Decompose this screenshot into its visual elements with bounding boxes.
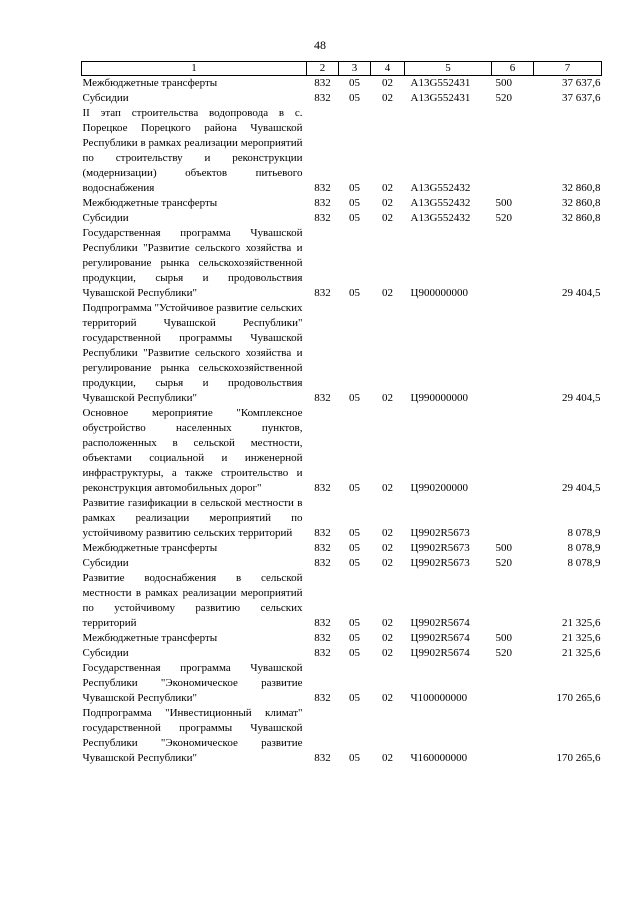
table-header — [82, 62, 602, 76]
row-section: 05 — [349, 197, 360, 209]
row-code-admin: 832 — [314, 197, 331, 209]
row-target-article: Ц9902R5674 — [410, 647, 470, 659]
row-section: 05 — [349, 392, 360, 404]
row-amount: 32 860,8 — [562, 197, 601, 209]
table-row — [82, 541, 602, 556]
row-name: Подпрограмма "Устойчивое развитие сельских территорий Чувашской Республики" государственной программы Чувашской Республики "Развитие сельского хозяйства и регулирование рынка сельскохозяйственной продукции, сырья и продовольствия Чувашской Республики" — [82, 302, 303, 404]
table-row — [82, 556, 602, 571]
table-row — [82, 496, 602, 541]
row-amount: 170 265,6 — [556, 692, 601, 704]
header-col-6: 6 — [492, 62, 534, 76]
table-row — [82, 406, 602, 496]
row-subsection: 02 — [382, 527, 393, 539]
row-code-admin: 832 — [314, 752, 331, 764]
row-name: Субсидии — [82, 212, 129, 224]
header-col-4: 4 — [371, 62, 405, 76]
row-section: 05 — [349, 632, 360, 644]
row-expense-type: 520 — [495, 92, 512, 104]
row-amount: 37 637,6 — [562, 92, 601, 104]
header-col-5: 5 — [405, 62, 492, 76]
row-target-article: Ц990000000 — [410, 392, 468, 404]
table-row — [82, 631, 602, 646]
table-row — [82, 571, 602, 631]
row-section: 05 — [349, 647, 360, 659]
row-subsection: 02 — [382, 182, 393, 194]
row-name: Государственная программа Чувашской Республики "Развитие сельского хозяйства и регулирование рынка сельскохозяйственной продукции, сырья и продовольствия Чувашской Республики" — [82, 227, 303, 299]
row-code-admin: 832 — [314, 212, 331, 224]
row-name: Развитие водоснабжения в сельской местности в рамках реализации мероприятий по устойчивому развитию сельских территорий — [82, 572, 303, 629]
page-number: 48 — [314, 38, 326, 52]
row-section: 05 — [349, 92, 360, 104]
row-name: Межбюджетные трансферты — [82, 542, 218, 554]
row-expense-type — [492, 706, 534, 766]
table-row — [82, 646, 602, 661]
row-target-article: Ц9902R5674 — [410, 617, 470, 629]
row-subsection: 02 — [382, 542, 393, 554]
row-amount: 8 078,9 — [567, 557, 601, 569]
table-body — [82, 76, 602, 767]
row-subsection: 02 — [382, 617, 393, 629]
row-amount: 29 404,5 — [562, 287, 601, 299]
row-section: 05 — [349, 77, 360, 89]
header-col-2: 2 — [307, 62, 339, 76]
header-col-3: 3 — [339, 62, 371, 76]
row-code-admin: 832 — [314, 542, 331, 554]
row-expense-type: 500 — [495, 77, 512, 89]
row-target-article: Ц9902R5673 — [410, 542, 470, 554]
row-section: 05 — [349, 527, 360, 539]
row-name: Основное мероприятие "Комплексное обустройство населенных пунктов, расположенных в сельской местности, объектами социальной и инженерной инфраструктуры, а также строительство и реконструкция автомобильных дорог" — [82, 407, 303, 494]
row-code-admin: 832 — [314, 557, 331, 569]
row-expense-type — [492, 571, 534, 631]
row-subsection: 02 — [382, 77, 393, 89]
row-subsection: 02 — [382, 392, 393, 404]
row-target-article: Ч160000000 — [410, 752, 468, 764]
table-row — [82, 226, 602, 301]
row-target-article: A13G552432 — [410, 212, 471, 224]
row-code-admin: 832 — [314, 692, 331, 704]
row-section: 05 — [349, 182, 360, 194]
row-subsection: 02 — [382, 752, 393, 764]
row-subsection: 02 — [382, 557, 393, 569]
row-target-article: Ц990200000 — [410, 482, 468, 494]
row-amount: 21 325,6 — [562, 632, 601, 644]
row-code-admin: 832 — [314, 632, 331, 644]
table-row — [82, 91, 602, 106]
row-amount: 8 078,9 — [567, 542, 601, 554]
row-section: 05 — [349, 617, 360, 629]
header-col-7: 7 — [534, 62, 602, 76]
row-subsection: 02 — [382, 212, 393, 224]
table-row — [82, 76, 602, 92]
row-expense-type — [492, 301, 534, 406]
row-expense-type — [492, 106, 534, 196]
row-subsection: 02 — [382, 692, 393, 704]
row-expense-type: 520 — [495, 557, 512, 569]
row-name: Подпрограмма "Инвестиционный климат" государственной программы Чувашской Республики "Экономическое развитие Чувашской Республики" — [82, 707, 303, 764]
row-code-admin: 832 — [314, 617, 331, 629]
header-col-1: 1 — [82, 62, 307, 76]
row-amount: 29 404,5 — [562, 392, 601, 404]
row-amount: 37 637,6 — [562, 77, 601, 89]
row-target-article: A13G552431 — [410, 77, 471, 89]
row-section: 05 — [349, 482, 360, 494]
row-expense-type — [492, 406, 534, 496]
row-amount: 170 265,6 — [556, 752, 601, 764]
row-target-article: Ц9902R5674 — [410, 632, 470, 644]
row-amount: 29 404,5 — [562, 482, 601, 494]
row-amount: 8 078,9 — [567, 527, 601, 539]
row-subsection: 02 — [382, 647, 393, 659]
row-target-article: A13G552431 — [410, 92, 471, 104]
table-row — [82, 106, 602, 196]
row-name: Государственная программа Чувашской Республики "Экономическое развитие Чувашской Республики" — [82, 662, 303, 704]
row-code-admin: 832 — [314, 647, 331, 659]
row-expense-type: 500 — [495, 197, 512, 209]
row-subsection: 02 — [382, 632, 393, 644]
header-row — [82, 62, 602, 76]
row-section: 05 — [349, 287, 360, 299]
row-target-article: Ц9902R5673 — [410, 527, 470, 539]
row-code-admin: 832 — [314, 392, 331, 404]
row-amount: 21 325,6 — [562, 617, 601, 629]
row-section: 05 — [349, 212, 360, 224]
table-row — [82, 661, 602, 706]
row-expense-type: 500 — [495, 632, 512, 644]
row-expense-type: 520 — [495, 647, 512, 659]
table-row — [82, 196, 602, 211]
row-target-article: A13G552432 — [410, 182, 471, 194]
row-target-article: Ц900000000 — [410, 287, 468, 299]
row-expense-type: 520 — [495, 212, 512, 224]
row-code-admin: 832 — [314, 92, 331, 104]
row-code-admin: 832 — [314, 527, 331, 539]
row-name: Межбюджетные трансферты — [82, 197, 218, 209]
row-name: Межбюджетные трансферты — [82, 77, 218, 89]
row-name: Субсидии — [82, 557, 129, 569]
row-amount: 32 860,8 — [562, 212, 601, 224]
table-row — [82, 211, 602, 226]
row-expense-type: 500 — [495, 542, 512, 554]
row-section: 05 — [349, 752, 360, 764]
table-row — [82, 301, 602, 406]
row-section: 05 — [349, 692, 360, 704]
row-subsection: 02 — [382, 287, 393, 299]
row-name: Субсидии — [82, 92, 129, 104]
row-code-admin: 832 — [314, 182, 331, 194]
row-code-admin: 832 — [314, 287, 331, 299]
row-target-article: A13G552432 — [410, 197, 471, 209]
row-code-admin: 832 — [314, 482, 331, 494]
row-expense-type — [492, 226, 534, 301]
row-amount: 32 860,8 — [562, 182, 601, 194]
row-subsection: 02 — [382, 92, 393, 104]
row-name: Развитие газификации в сельской местности в рамках реализации мероприятий по устойчивому развитию сельских территорий — [82, 497, 303, 539]
row-subsection: 02 — [382, 197, 393, 209]
row-section: 05 — [349, 542, 360, 554]
row-name: Межбюджетные трансферты — [82, 632, 218, 644]
row-subsection: 02 — [382, 482, 393, 494]
row-code-admin: 832 — [314, 77, 331, 89]
table-row — [82, 706, 602, 766]
row-section: 05 — [349, 557, 360, 569]
row-target-article: Ч100000000 — [410, 692, 468, 704]
budget-table — [81, 61, 602, 766]
row-name: Субсидии — [82, 647, 129, 659]
row-name: II этап строительства водопровода в с. Порецкое Порецкого района Чувашской Республики в рамках реализации мероприятий по строительству и реконструкции (модернизации) объектов питьевого водоснабжения — [82, 107, 303, 194]
row-expense-type — [492, 496, 534, 541]
row-amount: 21 325,6 — [562, 647, 601, 659]
row-expense-type — [492, 661, 534, 706]
row-target-article: Ц9902R5673 — [410, 557, 470, 569]
